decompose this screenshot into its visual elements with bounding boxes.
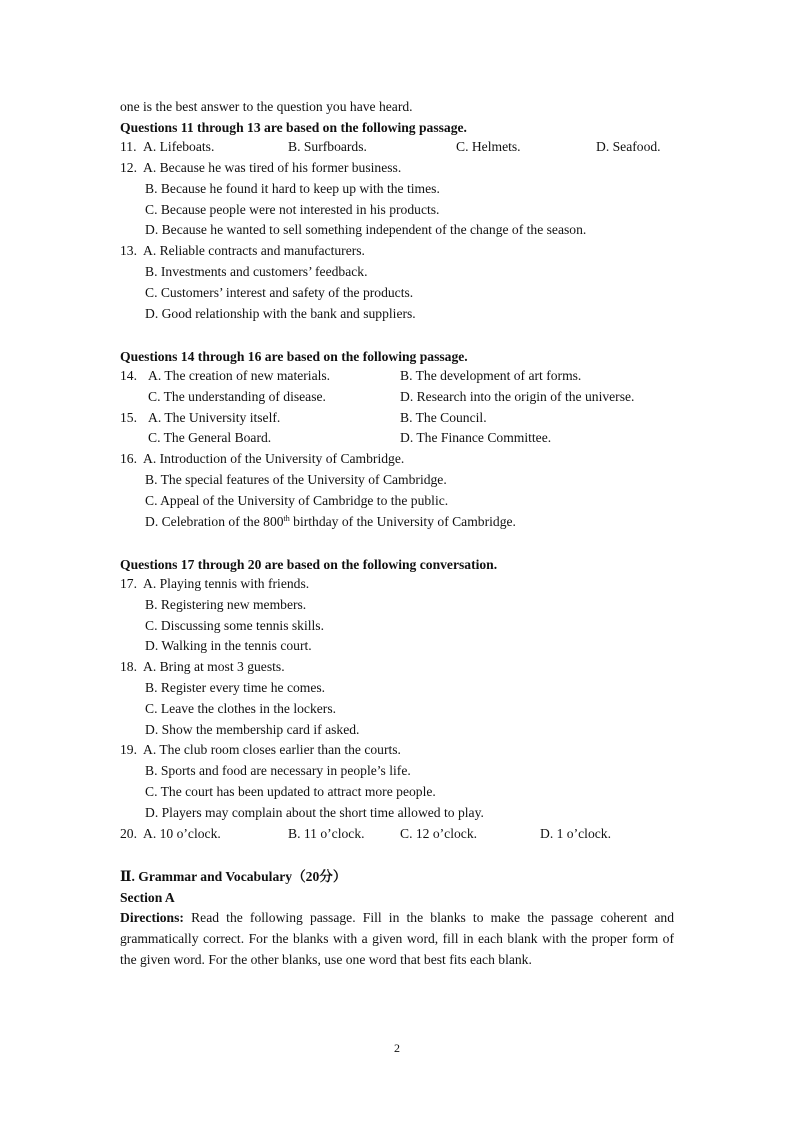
option-b: B. Because he found it hard to keep up with the times.: [145, 181, 440, 196]
option-c: C. Customers’ interest and safety of the products.: [145, 285, 414, 300]
option-b: B. 11 o’clock.: [288, 826, 365, 841]
section-header-11-13: Questions 11 through 13 are based on the following passage.: [120, 120, 467, 135]
option-d-start: D. Celebration of the 800: [145, 514, 284, 529]
option-b: B. The development of art forms.: [400, 368, 582, 383]
section-header-17-20: Questions 17 through 20 are based on the following conversation.: [120, 557, 498, 572]
option-a: A. Reliable contracts and manufacturers.: [143, 243, 365, 258]
option-d-end: birthday of the University of Cambridge.: [289, 514, 516, 529]
option-a: A. Lifeboats.: [143, 139, 215, 154]
section-a-heading: Section A: [120, 890, 175, 905]
option-b: B. Register every time he comes.: [145, 680, 326, 695]
option-c: C. Because people were not interested in his products.: [145, 202, 440, 217]
question-number: 12.: [120, 160, 137, 175]
question-number: 19.: [120, 742, 137, 757]
option-d: D. 1 o’clock.: [540, 826, 611, 841]
option-a: A. Bring at most 3 guests.: [143, 659, 285, 674]
option-a: A. The club room closes earlier than the courts.: [143, 742, 401, 757]
option-d: D. Players may complain about the short time allowed to play.: [145, 805, 484, 820]
option-b: B. The special features of the University of Cambridge.: [145, 472, 447, 487]
directions-label: Directions:: [120, 910, 184, 925]
option-d: [145, 514, 516, 530]
option-b: B. Investments and customers’ feedback.: [145, 264, 368, 279]
option-a: A. The University itself.: [148, 410, 281, 425]
directions-paragraph: [120, 908, 674, 970]
option-a: A. 10 o’clock.: [143, 826, 221, 841]
question-number: 14.: [120, 368, 137, 383]
option-d: D. The Finance Committee.: [400, 430, 552, 445]
option-a: A. Introduction of the University of Cambridge.: [143, 451, 405, 466]
option-a: A. Because he was tired of his former business.: [143, 160, 402, 175]
option-c: C. The understanding of disease.: [148, 389, 326, 404]
option-b: B. Surfboards.: [288, 139, 367, 154]
option-d: D. Seafood.: [596, 139, 661, 154]
page-number: 2: [394, 1041, 400, 1055]
option-c: C. The court has been updated to attract more people.: [145, 784, 436, 799]
option-c: C. Leave the clothes in the lockers.: [145, 701, 337, 716]
option-a: A. The creation of new materials.: [148, 368, 331, 383]
option-c: C. Helmets.: [456, 139, 521, 154]
question-number: 11.: [120, 139, 137, 154]
option-c: C. The General Board.: [148, 430, 272, 445]
option-d: D. Because he wanted to sell something independent of the change of the season.: [145, 222, 587, 237]
question-number: 16.: [120, 451, 137, 466]
option-d: D. Show the membership card if asked.: [145, 722, 360, 737]
intro-text: one is the best answer to the question you have heard.: [120, 99, 413, 114]
option-c: C. 12 o’clock.: [400, 826, 478, 841]
ordinal-suffix: th: [283, 514, 290, 523]
option-a: A. Playing tennis with friends.: [143, 576, 310, 591]
question-number: 18.: [120, 659, 137, 674]
option-d: D. Walking in the tennis court.: [145, 638, 312, 653]
question-number: 13.: [120, 243, 137, 258]
option-c: C. Appeal of the University of Cambridge to the public.: [145, 493, 449, 508]
option-d: D. Good relationship with the bank and suppliers.: [145, 306, 416, 321]
question-number: 17.: [120, 576, 137, 591]
option-b: B. The Council.: [400, 410, 487, 425]
directions-text: Read the following passage. Fill in the blanks to make the passage coherent and grammatically correct. For the blanks with a given word, fill in each blank with the proper form of the given word. For the other blanks, use one word that best fits each blank.: [120, 910, 674, 967]
option-d: D. Research into the origin of the universe.: [400, 389, 635, 404]
section-header-14-16: Questions 14 through 16 are based on the following passage.: [120, 349, 468, 364]
question-number: 15.: [120, 410, 137, 425]
section-title: Ⅱ. Grammar and Vocabulary（20分）: [120, 869, 347, 884]
option-c: C. Discussing some tennis skills.: [145, 618, 324, 633]
option-b: B. Sports and food are necessary in people’s life.: [145, 763, 411, 778]
option-b: B. Registering new members.: [145, 597, 307, 612]
question-number: 20.: [120, 826, 137, 841]
